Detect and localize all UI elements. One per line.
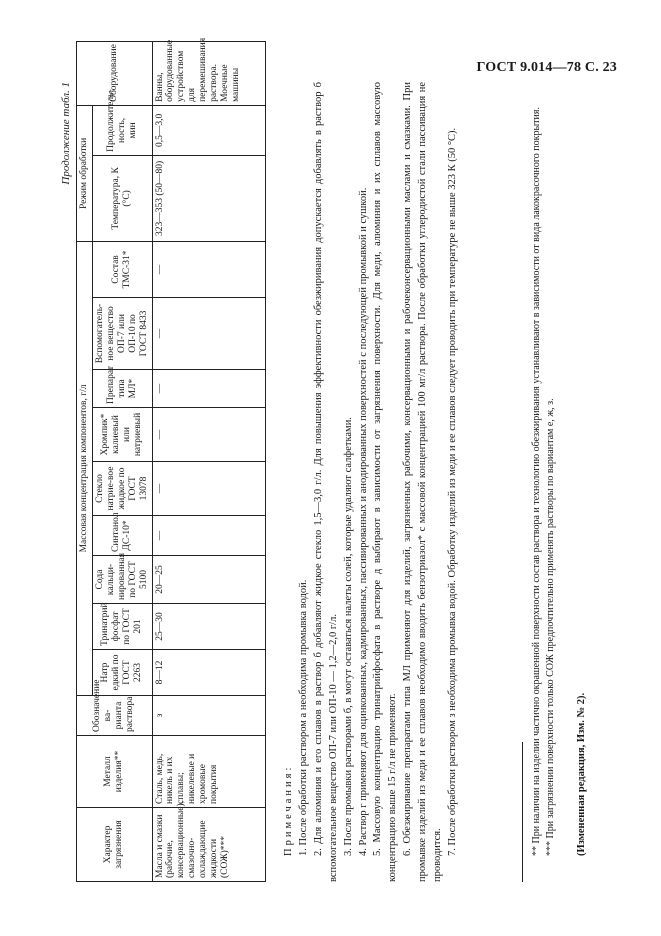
page-header: ГОСТ 9.014—78 С. 23	[476, 60, 617, 75]
note-item: 6. Обезжиривание препаратами типа МЛ применяют для изделий, загрязненных рабочими, консервационными и рабочеконсервационными маслами и смазками. При промывке изделий из меди и ее сплавов необходимо вводить бензотриазол* с массовой концентрацией 100 мг/л раствора. После обработки углеродистой стали пассивация не проводится.	[402, 82, 444, 882]
cell-sodium-hydroxide: 8—12	[152, 650, 265, 696]
header-metal: Металл изделия**	[77, 736, 153, 808]
cell-auxiliary: —	[152, 298, 265, 370]
footnote-divider	[522, 742, 523, 882]
header-sodium-hydroxide: Натр едкий по ГОСТ 2263	[92, 650, 152, 696]
header-ml-preparation: Препарат типа МЛ*	[92, 370, 152, 408]
footnotes-section	[530, 82, 558, 882]
header-mass-concentration: Массовая концентрация компонентов, г/л	[77, 241, 93, 695]
cell-chromate: —	[152, 408, 265, 462]
continuation-label: Продолжение табл. 1	[60, 82, 72, 185]
header-solution-designation: Обозначение ва-рианта раствора	[77, 696, 153, 736]
note-item: 7. После обработки раствором з необходима промывка водой. Обработку изделий из меди и ее сплавов следует проводить при температуре не выше 323 К (50 °С).	[446, 127, 458, 856]
cell-metal: Сталь, медь, никель и их сплавы; никелевые и хромовые покрытия	[152, 736, 265, 808]
header-soda-ash: Сода кальци-нированная по ГОСТ 5100	[92, 556, 152, 604]
cleaning-table	[76, 37, 266, 882]
note-item: 1. После обработки раствором а необходима промывка водой.	[297, 579, 309, 856]
note-item: 3. После промывки растворами б, в могут оставаться налеты солей, которые удаляют салфетками.	[342, 417, 354, 856]
header-equipment: Оборудование	[77, 41, 153, 105]
header-auxiliary: Вспомогатель-ное вещество ОП-7 или ОП-10 по ГОСТ 8433	[92, 298, 152, 370]
note-item: 2. Для алюминия и его сплавов в раствор б добавляют жидкое стекло 1,5—3,0 г/л. Для повышения эффективности обезжиривания допускается добавлять в раствор б вспомогательное вещество ОП-7 или ОП-10 — 1,2—2,0 г/л.	[312, 82, 339, 882]
cell-soda-ash: 20—25	[152, 556, 265, 604]
header-trisodium-phosphate: Тринатрий фосфат по ГОСТ 201	[92, 604, 152, 650]
footnote-item: ** При наличии на изделии частично окрашенной поверхности состав раствора и технологию обезжиривания устанавливают в зависимости от вида лакокрасочного покрытия.	[531, 107, 542, 856]
note-item: 4. Раствор г применяют для оцинкованных, кадмированных, пассивированных и анодированных поверхностей с последующей промывкой и сушкой.	[357, 187, 369, 856]
cell-water-glass: —	[152, 462, 265, 516]
header-processing-mode: Режим обработки	[77, 105, 93, 241]
cell-temperature: 323—353 (50—80)	[152, 155, 265, 241]
notes-section	[282, 82, 461, 882]
note-item: 5. Массовую концентрацию тринатрийфосфата в растворе д выбирают в зависимости от загрязнения поверхности. Для меди, алюминия и их сплавов массовую концентрацию выше 15 г/л не применяют.	[372, 82, 399, 882]
cell-tms: —	[152, 241, 265, 297]
header-water-glass: Стекло натрие-вое жидкое по ГОСТ 13078	[92, 462, 152, 516]
cell-solution-designation: з	[152, 696, 265, 736]
header-character: Характер загрязнения	[77, 808, 153, 882]
header-duration: Продолжитель-ность, мин	[92, 105, 152, 155]
cell-syntanol: —	[152, 516, 265, 556]
header-temperature: Температура, К (°С)	[92, 155, 152, 241]
header-tms: Состав ТМС-31*	[92, 241, 152, 297]
notes-heading: Примечания:	[283, 764, 294, 856]
footnote-item: *** При загрязнении поверхности только СОЖ предпочтительно применять растворы по вариантам е, ж, з.	[545, 398, 557, 856]
cell-duration: 0,5—3,0	[152, 105, 265, 155]
cell-equipment: Ванны, оборудованные устройством для перемешивания раствора. Моечные машины	[152, 41, 265, 105]
table-row	[152, 41, 265, 881]
revision-note: (Измененная редакция, Изм. № 2).	[576, 692, 587, 856]
cell-character: Масла и смазки (рабочие, консервационные), смазочно-охлаждающие жидкости (СОЖ)***	[152, 808, 265, 882]
cell-trisodium-phosphate: 25—30	[152, 604, 265, 650]
header-chromate: Хромпик* калиевый или натриевый	[92, 408, 152, 462]
cell-ml-preparation: —	[152, 370, 265, 408]
header-syntanol: Синтанол ДС-10*	[92, 516, 152, 556]
